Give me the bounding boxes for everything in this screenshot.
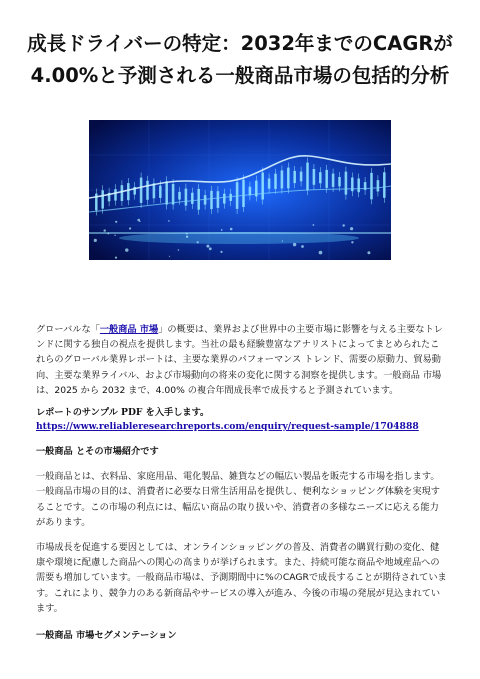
decorative-wick xyxy=(128,178,129,205)
decorative-wick xyxy=(352,173,353,197)
decorative-dot xyxy=(350,227,353,230)
decorative-dot xyxy=(104,229,106,231)
section-heading-intro: 一般商品 とその市場紹介です xyxy=(36,446,159,458)
decorative-wick xyxy=(250,182,251,201)
decorative-wick xyxy=(288,163,289,194)
sample-request xyxy=(36,406,448,434)
decorative-wick xyxy=(301,167,302,187)
decorative-wick xyxy=(282,165,283,193)
decorative-wick xyxy=(243,175,244,212)
decorative-dot xyxy=(114,235,115,236)
decorative-wick xyxy=(275,169,276,194)
decorative-wick xyxy=(333,169,334,192)
decorative-wick xyxy=(346,167,347,200)
section-paragraph-2: 市場成長を促進する要因としては、オンラインショッピングの普及、消費者の購買行動の変化、健康や環境に配慮した商品への関心の高まりが挙げられます。また、持続可能な商品や地域産品への需要も増加しています。一般商品市場は、予測期間中に%のCAGRで成長することが期待されています。これにより、競争力のある新商品やサービスの導入が進み、今後の市場の発展が見込まれています。 xyxy=(36,542,447,614)
decorative-dot xyxy=(367,251,370,254)
market-link[interactable]: 一般商品 市場 xyxy=(99,324,159,335)
decorative-dot xyxy=(186,236,188,238)
decorative-dot xyxy=(115,257,117,259)
decorative-wick xyxy=(141,173,142,208)
decorative-dot xyxy=(169,256,170,257)
title-line-2: 4.00%と予測される一般商品市場の包括的分析 xyxy=(30,64,450,87)
decorative-dot xyxy=(209,247,212,250)
decorative-dot xyxy=(108,233,110,235)
decorative-wick xyxy=(365,177,366,195)
decorative-dot xyxy=(282,241,283,242)
decorative-wick xyxy=(115,184,116,205)
decorative-dot xyxy=(220,251,222,253)
hero-image xyxy=(89,120,391,260)
article-body xyxy=(36,322,448,643)
decorative-wick xyxy=(358,174,359,198)
intro-text-after: 」の概要は、業界および世界中の主要市場に影響を与える主要なトレンドに関する独自の視点を提供します。当社の最も経験豊富なアナリストによってまとめられたこれらのグローバル業界レポートは、主要な業界のパフォーマンス トレンド、需要の原動力、貿易動向、主要な業界ライバル、および市場動向の将来の変化に関する洞察を提供します。一般商品 市場は、2025 から 2032 まで、4.00% の複合年間成長率で成長すると予測されています。 xyxy=(36,324,443,396)
intro-paragraph xyxy=(36,322,448,398)
decorative-wick xyxy=(269,174,270,194)
decorative-dot xyxy=(293,243,296,246)
decorative-dot xyxy=(197,241,199,243)
sample-url-link[interactable]: https://www.reliableresearchreports.com/enquiry/request-sample/1704888 xyxy=(36,421,419,433)
stock-chart-illustration xyxy=(89,120,391,260)
decorative-wick xyxy=(192,188,193,209)
decorative-wick xyxy=(256,176,257,202)
decorative-wick xyxy=(294,166,295,188)
section-heading-segmentation: 一般商品 市場セグメンテーション xyxy=(36,630,177,642)
decorative-dot xyxy=(129,227,131,229)
title-line-1: 成長ドライバーの特定：2032年までのCAGRが xyxy=(27,32,453,55)
decorative-dot xyxy=(230,228,233,231)
decorative-wick xyxy=(166,176,167,209)
decorative-wick xyxy=(186,184,187,211)
decorative-wick xyxy=(230,189,231,206)
decorative-dot xyxy=(137,219,140,222)
section-paragraph-1: 一般商品とは、衣料品、家庭用品、電化製品、雑貨などの幅広い製品を販売する市場を指します。一般商品市場の目的は、消費者に必要な日常生活用品を提供し、便利なショッピング体験を実現することです。この市場の利点には、幅広い商品の取り扱いや、消費者の多様なニーズに応える能力があります。 xyxy=(36,471,440,528)
decorative-dot xyxy=(319,251,323,255)
decorative-dot xyxy=(313,224,315,226)
decorative-wick xyxy=(109,188,110,207)
decorative-dot xyxy=(94,239,97,242)
decorative-wick xyxy=(339,172,340,191)
intro-text-before: グローバルな「 xyxy=(36,324,100,335)
decorative-wick xyxy=(134,182,135,200)
decorative-dot xyxy=(206,245,209,248)
decorative-wick xyxy=(314,164,315,190)
sample-label: レポートのサンプル PDF を入手します。 xyxy=(36,407,210,419)
decorative-dot xyxy=(115,221,117,223)
decorative-wick xyxy=(320,167,321,188)
decorative-dot xyxy=(351,241,353,243)
decorative-dot xyxy=(301,245,304,248)
decorative-wick xyxy=(173,179,174,210)
decorative-wick xyxy=(218,186,219,213)
decorative-dot xyxy=(343,224,345,226)
decorative-dot xyxy=(186,233,188,235)
decorative-dot xyxy=(178,249,180,251)
decorative-wick xyxy=(147,176,148,205)
page-title xyxy=(20,28,460,92)
decorative-wick xyxy=(371,168,372,204)
decorative-wick xyxy=(102,185,103,213)
decorative-wick xyxy=(384,167,385,203)
decorative-wick xyxy=(198,184,199,215)
decorative-wick xyxy=(211,186,212,214)
decorative-dot xyxy=(168,220,170,222)
decorative-wick xyxy=(378,175,379,196)
decorative-dot xyxy=(125,248,128,251)
decorative-wick xyxy=(122,180,123,206)
decorative-wick xyxy=(262,168,263,205)
decorative-wick xyxy=(154,178,155,203)
decorative-wick xyxy=(326,165,327,193)
decorative-wick xyxy=(224,189,225,209)
decorative-dot xyxy=(221,229,223,231)
